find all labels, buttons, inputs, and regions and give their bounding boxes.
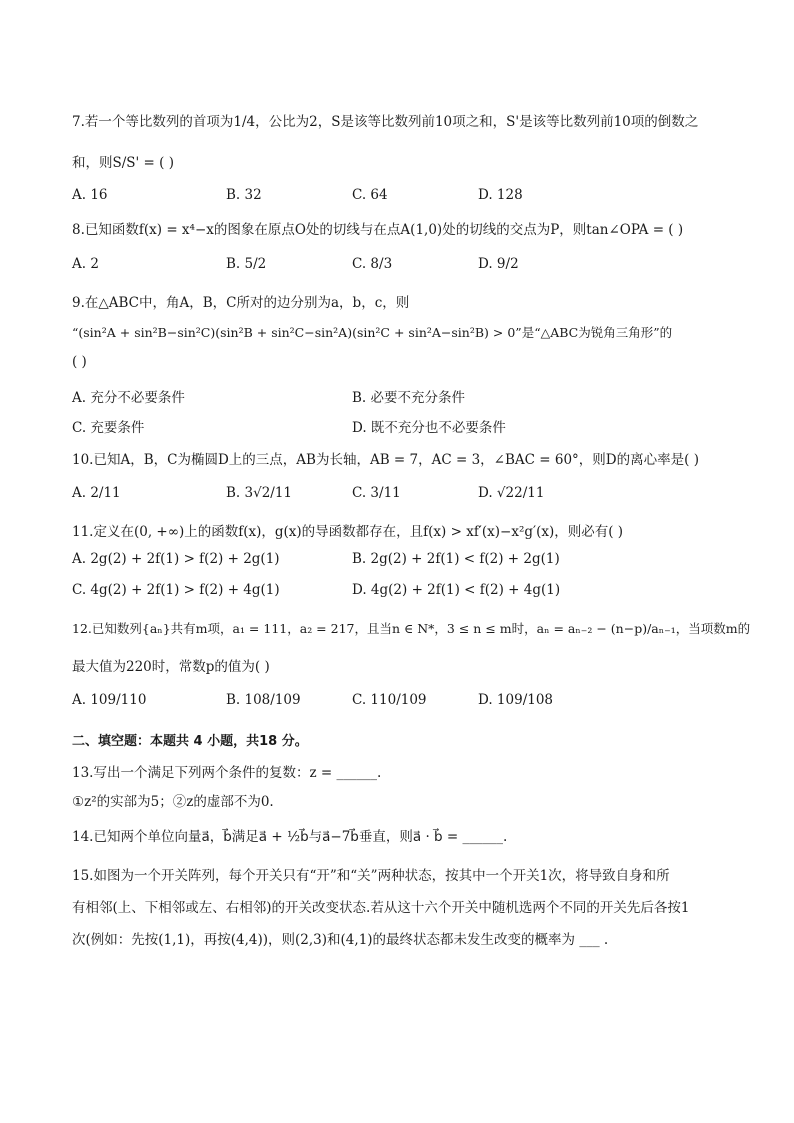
q12-option-a: A. 109/110 bbox=[72, 692, 147, 708]
q15-stem-line2: 有相邻(上、下相邻或左、右相邻)的开关改变状态.若从这十六个开关中随机选两个不同的开关先后各按1 bbox=[72, 900, 690, 916]
q10-option-a: A. 2/11 bbox=[72, 485, 121, 501]
q8-stem-line1: 8.已知函数f(x) = x⁴−x的图象在原点O处的切线与在点A(1,0)处的切线的交点为P，则tan∠OPA = ( ) bbox=[72, 222, 684, 238]
q10-option-b: B. 3√2/11 bbox=[226, 485, 293, 501]
q12-stem-line2: 最大值为220时，常数p的值为( ) bbox=[72, 659, 270, 675]
q13-stem-line2: ①z²的实部为5；②z的虚部不为0. bbox=[72, 794, 274, 810]
q10-option-c: C. 3/11 bbox=[352, 485, 401, 501]
q15-stem-line3: 次(例如：先按(1,1)，再按(4,4))，则(2,3)和(4,1)的最终状态都未发生改变的概率为 ___ . bbox=[72, 932, 609, 948]
q8-option-d: D. 9/2 bbox=[478, 256, 519, 272]
q12-option-d: D. 109/108 bbox=[478, 692, 554, 708]
q10-stem-line1: 10.已知A，B，C为椭圆D上的三点，AB为长轴，AB = 7，AC = 3，∠BAC = 60°，则D的离心率是( ) bbox=[72, 452, 699, 468]
q15-stem-line1: 15.如图为一个开关阵列，每个开关只有“开”和“关”两种状态，按其中一个开关1次，将导致自身和所 bbox=[72, 868, 670, 884]
q9-option-a: A. 充分不必要条件 bbox=[72, 390, 185, 406]
q11-option-c: C. 4g(2) + 2f(1) > f(2) + 4g(1) bbox=[72, 582, 280, 598]
q7-stem-line2: 和，则S/S' = ( ) bbox=[72, 155, 174, 171]
q11-option-d: D. 4g(2) + 2f(1) < f(2) + 4g(1) bbox=[352, 582, 561, 598]
q7-option-d: D. 128 bbox=[478, 187, 523, 203]
q11-option-a: A. 2g(2) + 2f(1) > f(2) + 2g(1) bbox=[72, 551, 280, 567]
q9-option-b: B. 必要不充分条件 bbox=[352, 390, 466, 406]
q7-option-c: C. 64 bbox=[352, 187, 388, 203]
q11-stem-line1: 11.定义在(0, +∞)上的函数f(x)，g(x)的导函数都存在，且f(x) > xf′(x)−x²g′(x)，则必有( ) bbox=[72, 524, 624, 540]
q8-option-c: C. 8/3 bbox=[352, 256, 393, 272]
q8-option-b: B. 5/2 bbox=[226, 256, 267, 272]
q12-stem-line1: 12.已知数列{aₙ}共有m项，a₁ = 111，a₂ = 217，且当n ∈ N*，3 ≤ n ≤ m时，aₙ = aₙ₋₂ − (n−p)/aₙ₋₁，当项数m的 bbox=[72, 621, 751, 636]
q11-option-b: B. 2g(2) + 2f(1) < f(2) + 2g(1) bbox=[352, 551, 560, 567]
q12-option-b: B. 108/109 bbox=[226, 692, 301, 708]
q13-stem-line1: 13.写出一个满足下列两个条件的复数：z = ______. bbox=[72, 765, 382, 781]
q9-option-d: D. 既不充分也不必要条件 bbox=[352, 420, 506, 436]
section-heading-fill-in: 二、填空题：本题共 4 小题，共18 分。 bbox=[72, 734, 308, 749]
q10-option-d: D. √22/11 bbox=[478, 485, 545, 501]
q9-stem-line3: ( ) bbox=[72, 354, 87, 370]
q9-stem-line1: 9.在△ABC中，角A，B，C所对的边分别为a，b，c，则 bbox=[72, 295, 410, 311]
q7-stem-line1: 7.若一个等比数列的首项为1/4，公比为2，S是该等比数列前10项之和，S'是该等比数列前10项的倒数之 bbox=[72, 114, 699, 130]
q9-option-c: C. 充要条件 bbox=[72, 420, 145, 436]
q8-option-a: A. 2 bbox=[72, 256, 99, 272]
q9-stem-line2: “(sin²A + sin²B−sin²C)(sin²B + sin²C−sin²A)(sin²C + sin²A−sin²B) > 0”是“△ABC为锐角三角形”的 bbox=[72, 325, 673, 340]
q7-option-b: B. 32 bbox=[226, 187, 262, 203]
q12-option-c: C. 110/109 bbox=[352, 692, 427, 708]
q14-stem-line1: 14.已知两个单位向量a⃗，b⃗满足a⃗ + ½b⃗与a⃗−7b⃗垂直，则a⃗ · b⃗ = ______. bbox=[72, 829, 508, 845]
q7-option-a: A. 16 bbox=[72, 187, 108, 203]
